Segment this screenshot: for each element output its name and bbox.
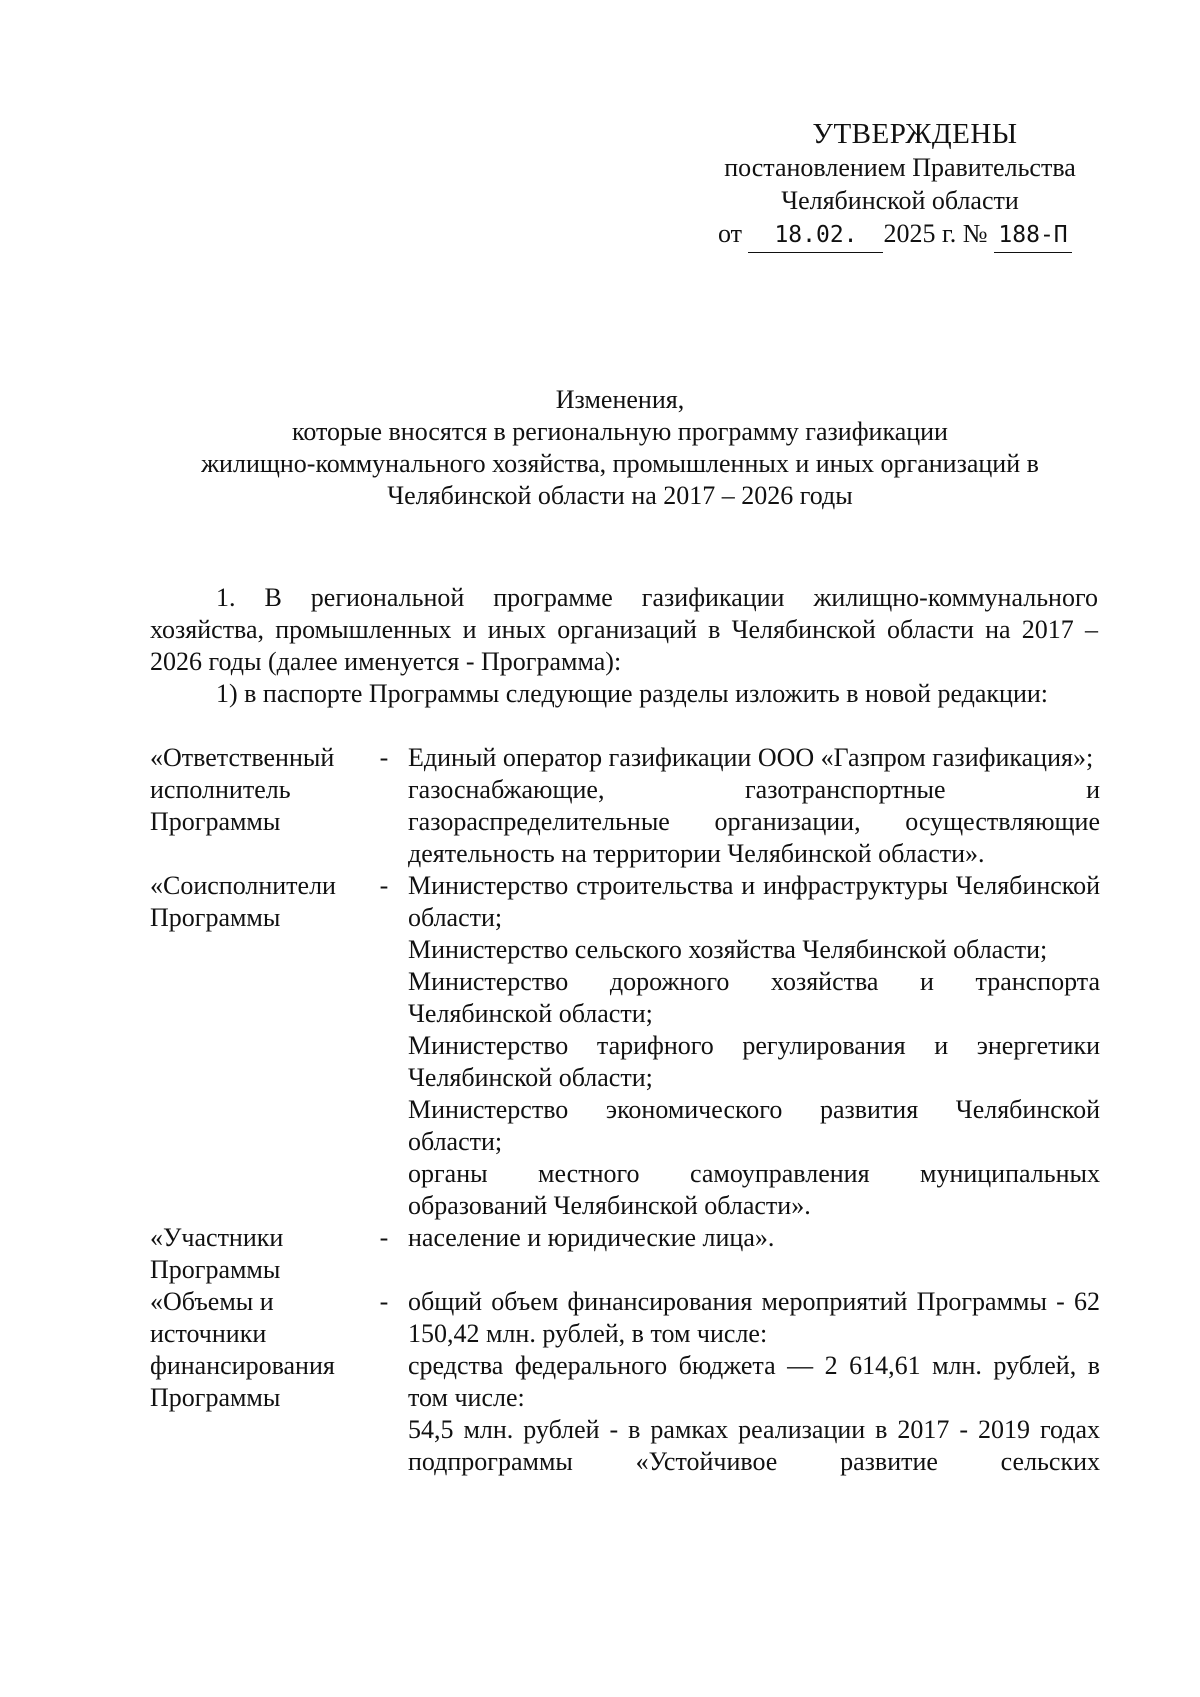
passport-dash: - bbox=[379, 871, 389, 900]
passport-value bbox=[408, 870, 1100, 1222]
passport-value bbox=[408, 1286, 1100, 1478]
passport-label: «Соисполнители Программы bbox=[150, 871, 336, 932]
approval-line-region: Челябинской области bbox=[781, 186, 1019, 215]
passport-label: «Участники Программы bbox=[150, 1223, 284, 1284]
passport-value-line: Единый оператор газификации ООО «Газпром газификация»; bbox=[408, 743, 1094, 772]
passport-value bbox=[408, 742, 1100, 870]
passport-table bbox=[150, 742, 1100, 1478]
heading-line-3: Челябинской области на 2017 – 2026 годы bbox=[387, 481, 853, 510]
number-sign: № bbox=[962, 219, 988, 248]
passport-dash: - bbox=[379, 1223, 389, 1252]
passport-value-line: газоснабжающие, газотранспортные и газораспределительные организации, осуществляющие деятельность на территории Челябинской области». bbox=[408, 775, 1100, 868]
document-heading bbox=[150, 384, 1090, 512]
passport-row-coexecutors bbox=[150, 870, 1100, 1222]
passport-dash: - bbox=[379, 743, 389, 772]
passport-row-funding bbox=[150, 1286, 1100, 1478]
passport-value-line: Министерство строительства и инфраструктуры Челябинской области; bbox=[408, 871, 1100, 932]
approval-number: 188-П bbox=[994, 219, 1072, 253]
paragraph-2: 1) в паспорте Программы следующие разделы изложить в новой редакции: bbox=[216, 679, 1049, 708]
passport-value bbox=[408, 1222, 1100, 1286]
passport-label: «Ответственный исполнитель Программы bbox=[150, 743, 335, 836]
approval-year: 2025 г. bbox=[883, 219, 957, 248]
passport-dash: - bbox=[379, 1287, 389, 1316]
approval-block bbox=[700, 118, 1100, 253]
passport-value-line: Министерство сельского хозяйства Челябинской области; bbox=[408, 935, 1048, 964]
passport-value-line: Министерство дорожного хозяйства и транспорта Челябинской области; bbox=[408, 967, 1100, 1028]
passport-value-line: Министерство экономического развития Челябинской области; bbox=[408, 1095, 1100, 1156]
passport-value-line: население и юридические лица». bbox=[408, 1223, 775, 1252]
heading-title: Изменения, bbox=[555, 385, 685, 414]
approval-date-line bbox=[690, 217, 1100, 253]
from-label: от bbox=[717, 219, 742, 248]
passport-value-line: Министерство тарифного регулирования и энергетики Челябинской области; bbox=[408, 1031, 1100, 1092]
approval-title: УТВЕРЖДЕНЫ bbox=[812, 118, 1018, 150]
passport-row-participants bbox=[150, 1222, 1100, 1286]
heading-line-1: которые вносятся в региональную программу газификации bbox=[292, 417, 948, 446]
heading-line-2: жилищно-коммунального хозяйства, промышленных и иных организаций в bbox=[201, 449, 1039, 478]
passport-value-line: общий объем финансирования мероприятий Программы - 62 150,42 млн. рублей, в том числе: bbox=[408, 1287, 1100, 1348]
passport-row-responsible bbox=[150, 742, 1100, 870]
paragraph-1: 1. В региональной программе газификации жилищно-коммунального хозяйства, промышленных и иных организаций в Челябинской области на 2017 – 2026 годы (далее именуется - Программа): bbox=[150, 583, 1098, 676]
passport-value-line: органы местного самоуправления муниципальных образований Челябинской области». bbox=[408, 1159, 1100, 1220]
passport-value-line: средства федерального бюджета — 2 614,61 млн. рублей, в том числе: bbox=[408, 1351, 1100, 1412]
approval-date: 18.02. bbox=[748, 219, 883, 253]
passport-value-line: 54,5 млн. рублей - в рамках реализации в 2017 - 2019 годах подпрограммы «Устойчивое развитие сельских bbox=[408, 1415, 1100, 1476]
document-body bbox=[150, 582, 1098, 710]
approval-line-resolution: постановлением Правительства bbox=[724, 153, 1076, 182]
passport-label: «Объемы и источники финансирования Программы bbox=[150, 1287, 335, 1412]
